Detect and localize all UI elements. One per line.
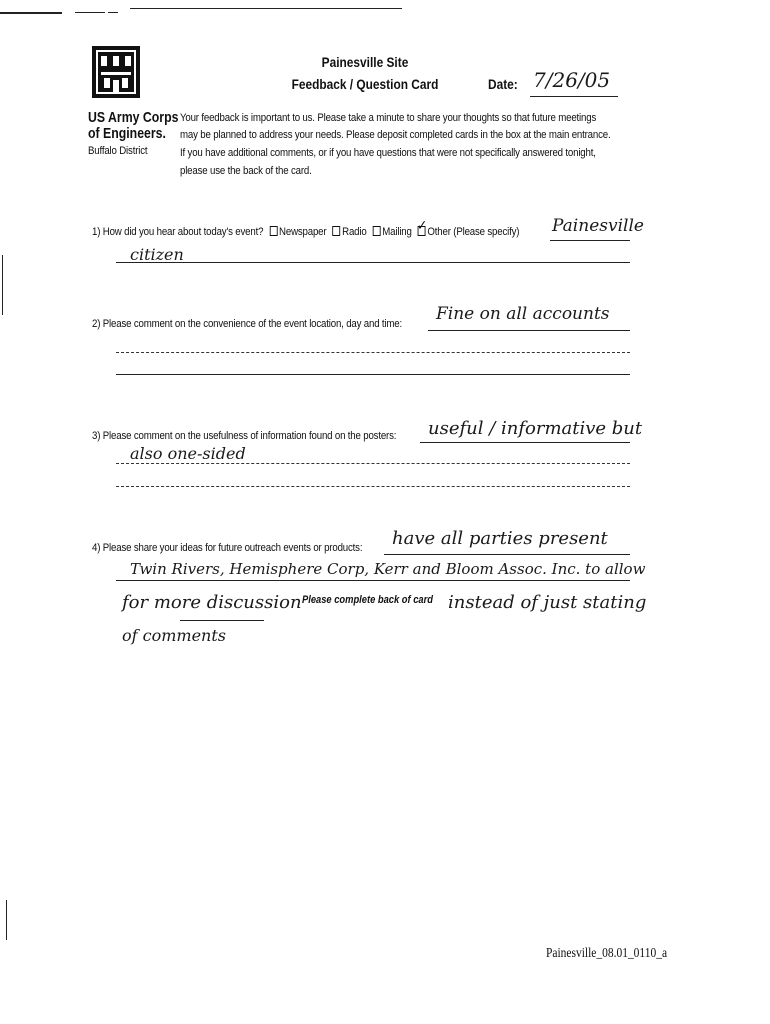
org-line1: US Army Corps (88, 109, 179, 126)
q3-question: 3) Please comment on the usefulness of information found on the posters: (92, 430, 397, 442)
intro-line-2: may be planned to address your needs. Please deposit completed cards in the box at the main entrance. (180, 129, 611, 141)
mailing-label: Mailing (382, 226, 412, 238)
q1-question: 1) How did you hear about today's event? (92, 226, 264, 238)
other-label: Other (Please specify) (427, 226, 520, 238)
q1-answer-2: citizen (130, 245, 184, 264)
q4-answer-3b: instead of just stating (448, 592, 647, 613)
intro-line-3: If you have additional comments, or if you have questions that were not specifically answered tonight, (180, 147, 596, 159)
mailing-checkbox[interactable] (373, 226, 381, 236)
q4-answer-3a: for more discussion (122, 592, 302, 613)
q1-row (92, 226, 519, 238)
org-line3: Buffalo District (88, 145, 148, 157)
intro-line-4: please use the back of the card. (180, 165, 312, 177)
back-note: Please complete back of card (302, 594, 433, 606)
q1-answer-1: Painesville (552, 216, 644, 236)
other-checkbox[interactable] (418, 226, 426, 236)
q3-line-2 (116, 463, 630, 464)
intro-line-1: Your feedback is important to us. Please take a minute to share your thoughts so that future meetings (180, 112, 597, 124)
document-id: Painesville_08.01_0110_a (546, 946, 668, 961)
q4-answer-1: have all parties present (392, 528, 608, 549)
q3-line-1 (420, 442, 630, 443)
org-line2: of Engineers. (88, 125, 166, 142)
q2-question: 2) Please comment on the convenience of the event location, day and time: (92, 318, 403, 330)
scan-mark (130, 8, 402, 9)
scan-mark (6, 900, 7, 940)
castle-logo-icon (92, 46, 140, 98)
q4-line-1 (384, 554, 630, 555)
scan-mark (2, 255, 3, 315)
radio-checkbox[interactable] (332, 226, 340, 236)
card-title: Feedback / Question Card (291, 76, 439, 92)
q1-line-1 (550, 240, 630, 241)
scan-mark (108, 12, 118, 13)
q1-line-2 (116, 262, 630, 263)
q3-answer-2: also one-sided (130, 444, 246, 463)
q4-question: 4) Please share your ideas for future outreach events or products: (92, 542, 363, 554)
q2-line-2 (116, 352, 630, 353)
q2-line-3 (116, 374, 630, 375)
q4-line-3 (180, 620, 264, 621)
q3-answer-1: useful / informative but (428, 418, 643, 439)
q4-answer-2: Twin Rivers, Hemisphere Corp, Kerr and Bloom Assoc. Inc. to allow (130, 560, 646, 578)
q2-answer: Fine on all accounts (436, 304, 610, 324)
date-line (530, 96, 618, 97)
scan-mark (75, 12, 105, 13)
date-label: Date: (488, 76, 518, 92)
q2-line-1 (428, 330, 630, 331)
date-value: 7/26/05 (533, 68, 611, 92)
q4-line-2 (116, 580, 630, 581)
newspaper-label: Newspaper (279, 226, 327, 238)
newspaper-checkbox[interactable] (269, 226, 277, 236)
q4-answer-4: of comments (122, 626, 226, 645)
q3-line-3 (116, 486, 630, 487)
scan-mark (0, 12, 62, 14)
site-title: Painesville Site (321, 54, 409, 70)
radio-label: Radio (342, 226, 367, 238)
